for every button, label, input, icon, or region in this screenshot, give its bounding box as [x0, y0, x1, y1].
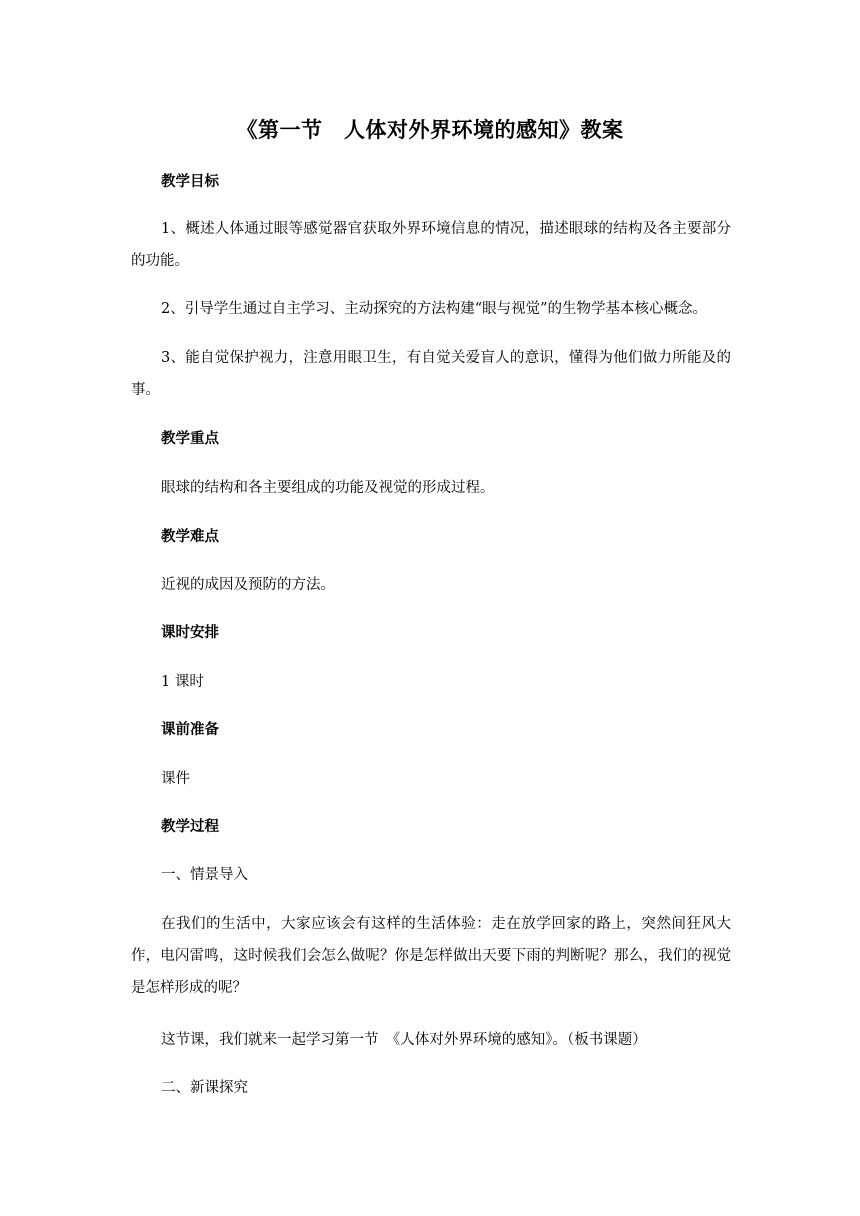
goal-2-paragraph: 2、引导学生通过自主学习、主动探究的方法构建“眼与视觉”的生物学基本核心概念。 — [161, 301, 708, 317]
schedule-text: 1 课时 — [161, 674, 204, 690]
step-1-followup: 这节课，我们就来一起学习第一节 《人体对外界环境的感知》。（板书课题） — [161, 1032, 647, 1048]
schedule-heading: 课时安排 — [161, 625, 219, 641]
goals-heading: 教学目标 — [161, 174, 219, 190]
goal-3-paragraph: 3、能自觉保护视力，注意用眼卫生，有自觉关爱盲人的意识，懂得为他们做力所能及的事。 — [131, 350, 731, 398]
difficulties-text: 近视的成因及预防的方法。 — [161, 577, 335, 593]
step-1-paragraph: 在我们的生活中，大家应该会有这样的生活体验：走在放学回家的路上，突然间狂风大作，电闪雷鸣，这时候我们会怎么做呢？你是怎样做出天要下雨的判断呢？那么，我们的视觉是怎样形成的呢？ — [131, 916, 731, 996]
preparation-heading: 课前准备 — [161, 722, 219, 738]
step-1-heading: 一、情景导入 — [161, 867, 248, 883]
difficulties-heading: 教学难点 — [161, 529, 219, 545]
key-points-text: 眼球的结构和各主要组成的功能及视觉的形成过程。 — [161, 480, 495, 496]
process-heading: 教学过程 — [161, 819, 219, 835]
preparation-text: 课件 — [161, 771, 190, 787]
key-points-heading: 教学重点 — [161, 431, 219, 447]
document-title: 《第一节 人体对外界环境的感知》教案 — [236, 118, 624, 142]
step-2-heading: 二、新课探究 — [161, 1080, 248, 1096]
goal-1-paragraph: 1、概述人体通过眼等感觉器官获取外界环境信息的情况，描述眼球的结构及各主要部分的功能。 — [131, 221, 731, 269]
